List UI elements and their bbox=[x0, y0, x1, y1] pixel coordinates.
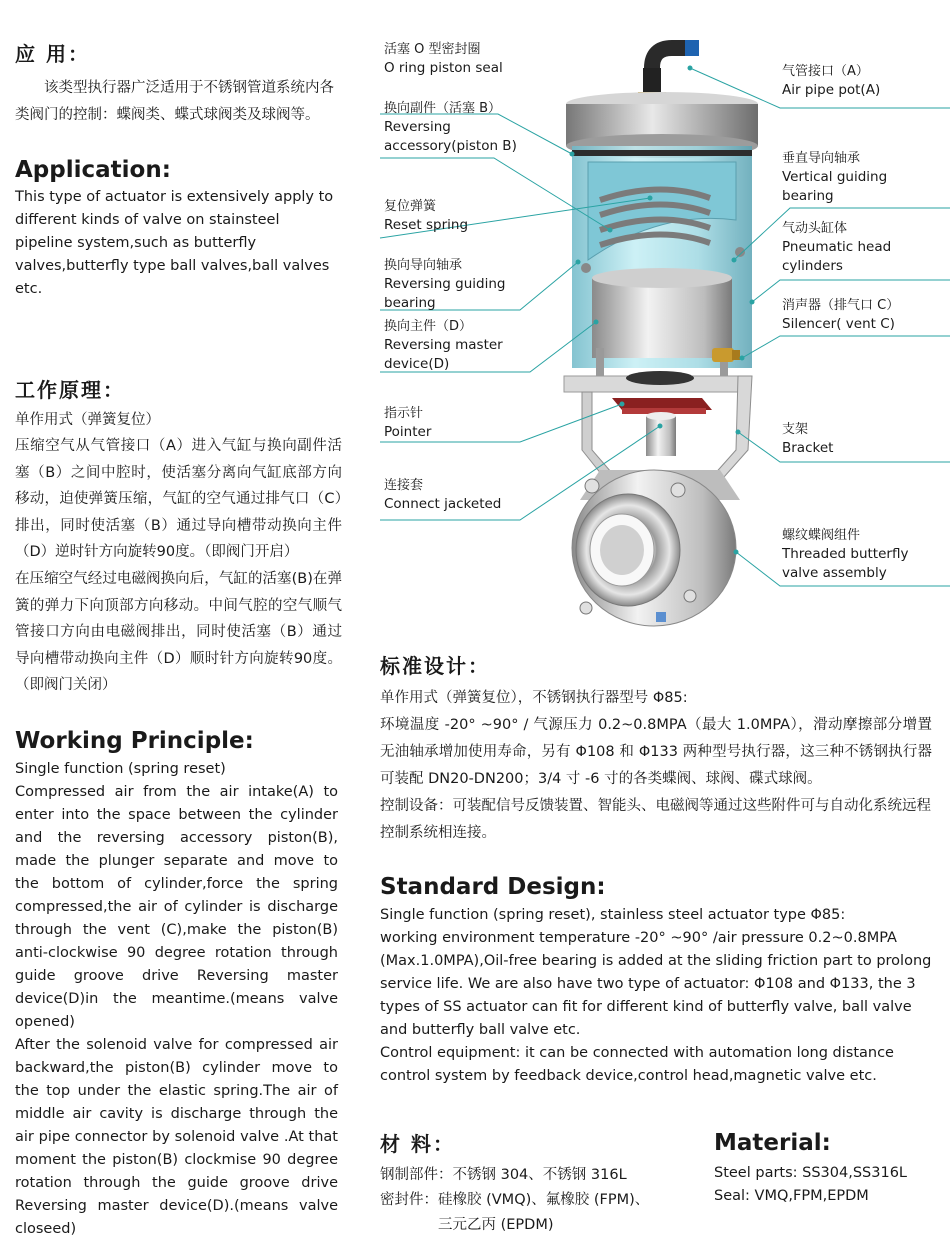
butterfly-valve-icon bbox=[572, 470, 740, 626]
label-connect-jacketed: 连接套 Connect jacketed bbox=[384, 478, 502, 512]
standard-en-line1: Single function (spring reset), stainless steel actuator type Φ85: bbox=[380, 907, 846, 923]
label-air-pipe: 气管接口（A） Air pipe pot(A) bbox=[782, 64, 881, 98]
application-en-heading: Application: bbox=[15, 157, 171, 183]
standard-cn-line1: 单作用式（弹簧复位），不锈钢执行器型号 Φ85: bbox=[380, 690, 688, 706]
application-cn-heading: 应 用： bbox=[15, 42, 90, 66]
application-cn-section bbox=[15, 38, 345, 129]
label-silencer: 消声器（排气口 C） Silencer( vent C) bbox=[782, 298, 900, 332]
principle-en-heading: Working Principle: bbox=[15, 728, 254, 754]
application-en-section bbox=[15, 157, 338, 301]
silencer-icon bbox=[712, 348, 740, 362]
label-pneumatic-head: 气动头缸体 Pneumatic head cylinders bbox=[782, 221, 892, 274]
principle-cn-section bbox=[15, 374, 342, 699]
material-cn-steel: 钢制部件：不锈钢 304、不锈钢 316L bbox=[380, 1167, 627, 1183]
standard-cn-heading: 标准设计： bbox=[380, 654, 490, 678]
label-bracket: 支架 Bracket bbox=[782, 422, 834, 456]
label-butterfly: 螺纹蝶阀组件 Threaded butterfly valve assembly bbox=[782, 528, 909, 581]
standard-cn-para1: 环境温度 -20° ~90° / 气源压力 0.2~0.8MPA（最大 1.0MPA），滑动摩擦部分增置无油轴承增加使用寿命，另有 Φ108 和 Φ133 两种型号执行器，这三种不锈钢执行器可装配 DN20-DN200；3/4 寸 -6 寸的各类蝶阀、球阀、碟式球阀。 bbox=[380, 717, 932, 787]
material-en-heading: Material: bbox=[714, 1130, 831, 1156]
principle-cn-para2: 在压缩空气经过电磁阀换向后，气缸的活塞(B)在弹簧的弹力下向顶部方向移动。中间气腔的空气顺气管接口方向由电磁阀排出，同时使活塞（B）通过导向槽带动换向主件（D）顺时针方向旋转90度。（即阀门关闭） bbox=[15, 570, 342, 694]
principle-en-section bbox=[15, 728, 338, 1241]
standard-en-para1: working environment temperature -20° ~90° /air pressure 0.2~0.8MPA (Max.1.0MPA),Oil-free bearing is added at the sliding friction part to prolong service life. We are also have two type of actuator: Φ108 and Φ133, the 3 types of SS actuator can fit for different kind of butterfly valve, ball valve and butterfly ball valve etc. bbox=[380, 930, 932, 1038]
material-cn-seal2: 三元乙丙 (EPDM) bbox=[438, 1217, 554, 1233]
cylinder-body-icon bbox=[572, 146, 752, 378]
label-o-ring: 活塞 O 型密封圈 O ring piston seal bbox=[384, 42, 503, 76]
label-reversing-master: 换向主件（D） Reversing master device(D) bbox=[384, 319, 503, 372]
label-vertical-bearing: 垂直导向轴承 Vertical guiding bearing bbox=[782, 151, 888, 204]
material-en-section bbox=[714, 1130, 939, 1208]
principle-cn-subtitle: 单作用式（弹簧复位） bbox=[15, 412, 160, 428]
standard-en-para2: Control equipment: it can be connected with automation long distance control system by feedback device,control head,magnetic valve etc. bbox=[380, 1045, 894, 1084]
material-cn-section bbox=[380, 1128, 700, 1238]
principle-cn-para1: 压缩空气从气管接口（A）进入气缸与换向副件活塞（B）之间中腔时，使活塞分离向气缸底部方向移动，迫使弹簧压缩，气缸的空气通过排气口（C）排出，同时使活塞（B）通过导向槽带动换向主件（D）逆时针方向旋转90度。（即阀门开启） bbox=[15, 438, 342, 561]
principle-en-subtitle: Single function (spring reset) bbox=[15, 761, 226, 777]
material-en-seal: Seal: VMQ,FPM,EPDM bbox=[714, 1188, 869, 1204]
connect-jacket-icon bbox=[646, 412, 676, 456]
label-reset-spring: 复位弹簧 Reset spring bbox=[384, 199, 469, 233]
application-cn-body: 该类型执行器广泛适用于不锈钢管道系统内各类阀门的控制：蝶阀类、蝶式球阀类及球阀等。 bbox=[15, 80, 334, 123]
material-cn-heading: 材 料： bbox=[380, 1132, 455, 1156]
principle-en-para2: After the solenoid valve for compressed air backward,the piston(B) cylinder move to the top under the elastic spring.The air of middle air cavity is discharge through the air pipe connector by solenoid valve .At that moment the piston(B) clockmise 90 degree rotation through the guide groove drive Reversing master device(D).(means valve closeed) bbox=[15, 1037, 338, 1237]
label-reversing-accessory: 换向副件（活塞 B） Reversing accessory(piston B) bbox=[384, 101, 517, 154]
application-en-body: This type of actuator is extensively apply to different kinds of valve on stainsteel pipeline system,such as butterfly valves,butterfly type ball valves,ball valves etc. bbox=[15, 189, 334, 297]
label-pointer: 指示针 Pointer bbox=[384, 406, 432, 440]
standard-en-section bbox=[380, 874, 932, 1088]
pointer-icon bbox=[612, 398, 712, 414]
principle-en-para1: Compressed air from the air intake(A) to enter into the space between the cylinder and the reversing accessory piston(B), made the plunger separate and move to the bottom of cylinder,force the spring compressed,the air of cylinder is discharge through the vent (C),make the piston(B) anti-clockwise 90 degree rotation through guide groove drive Reversing master device(D)in the meantime.(means valve opened) bbox=[15, 784, 338, 1030]
standard-cn-section bbox=[380, 650, 932, 847]
material-en-steel: Steel parts: SS304,SS316L bbox=[714, 1165, 908, 1181]
principle-cn-heading: 工作原理： bbox=[15, 378, 125, 402]
standard-en-heading: Standard Design: bbox=[380, 874, 606, 900]
material-cn-seal: 密封件：硅橡胶 (VMQ)、氟橡胶 (FPM)、 bbox=[380, 1192, 650, 1208]
label-reversing-bearing: 换向导向轴承 Reversing guiding bearing bbox=[384, 258, 506, 311]
standard-cn-para2: 控制设备：可装配信号反馈装置、智能头、电磁阀等通过这些附件可与自动化系统远程控制系统相连接。 bbox=[380, 798, 931, 841]
